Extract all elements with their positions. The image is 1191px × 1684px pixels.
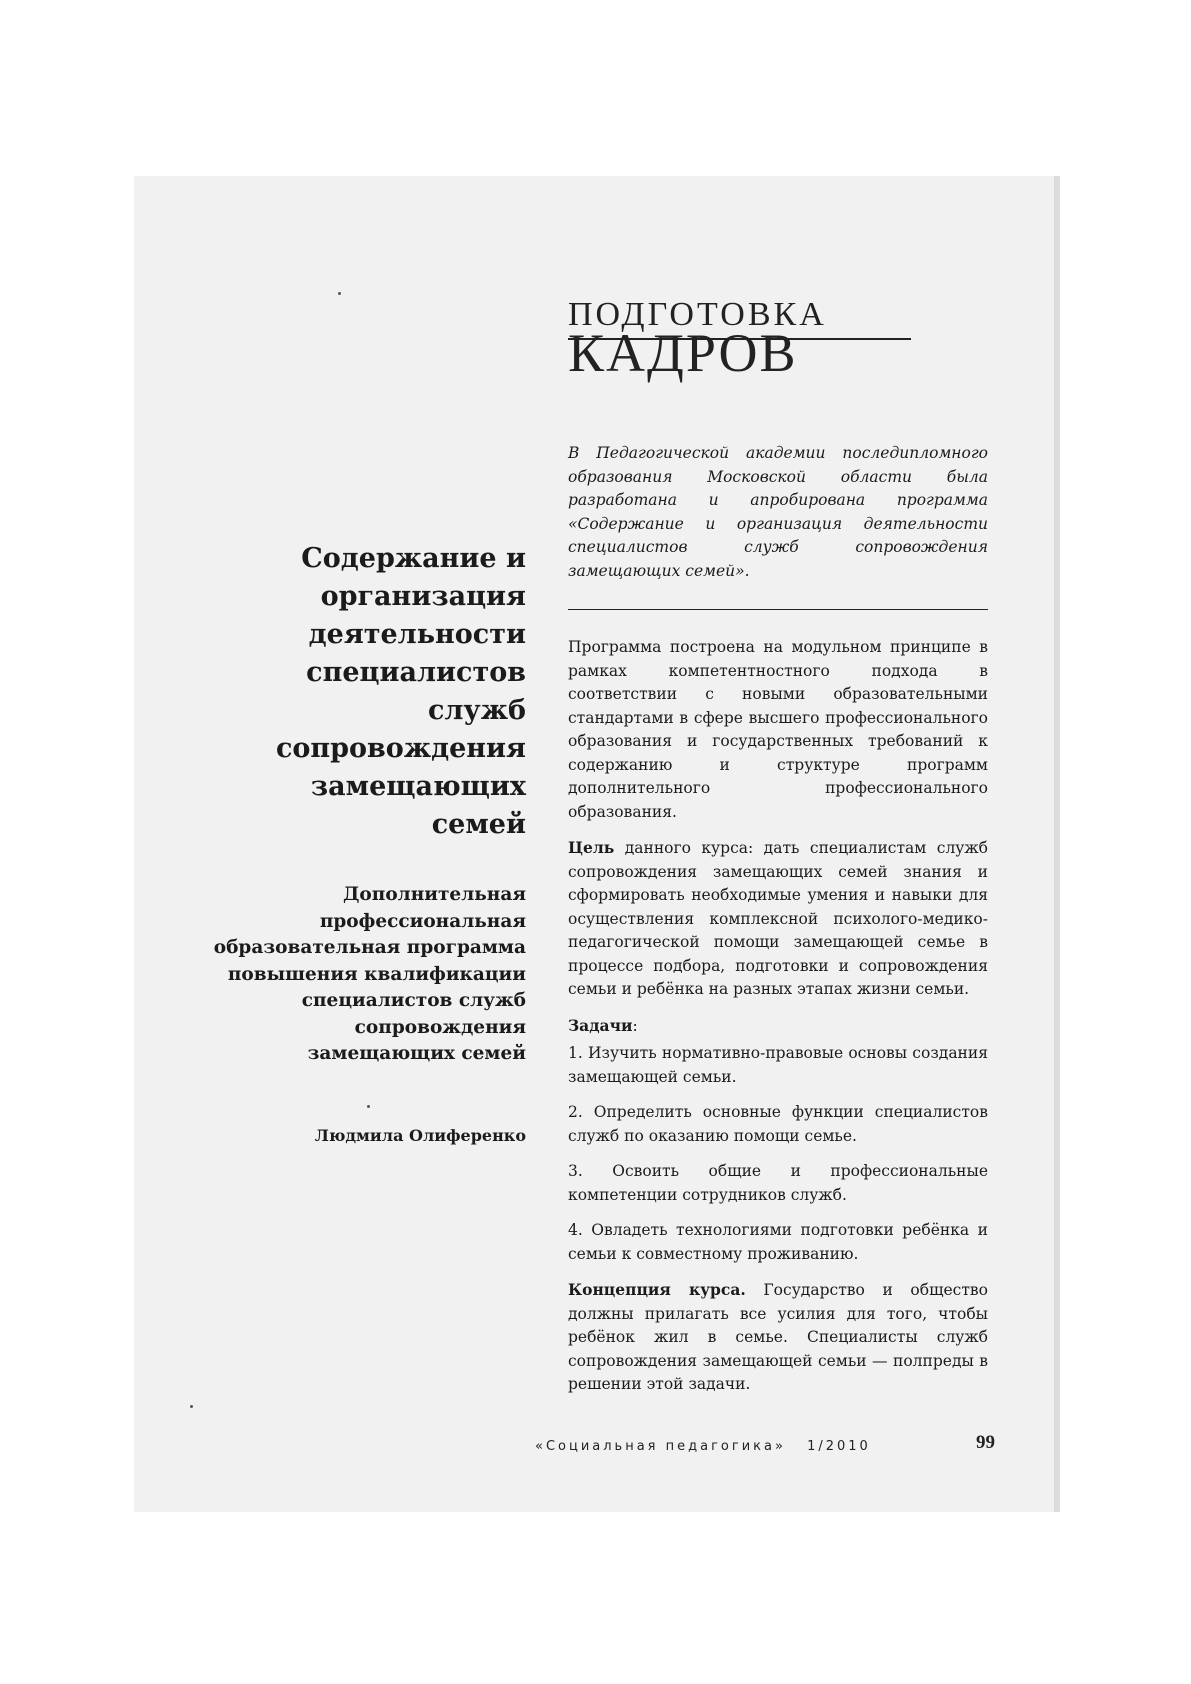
page-footer [535, 1439, 995, 1454]
section-heading [568, 296, 968, 383]
page-number: 99 [976, 1432, 995, 1453]
task-item: 2. Определить основные функции специалистов служб по оказанию помощи семье. [568, 1103, 988, 1145]
paragraph-goal [568, 836, 988, 1002]
lead-divider [568, 609, 988, 610]
tasks-heading [568, 1014, 988, 1039]
journal-name: «Социальная педагогика» [535, 1439, 786, 1454]
goal-label: Цель [568, 838, 615, 857]
section-heading-rule [568, 338, 911, 340]
scan-speck [367, 1105, 370, 1108]
article-title: Содержание и организация деятельности специалистов служб сопровождения замещающих семей [275, 543, 526, 840]
concept-text: Государство и общество должны прилагать все усилия для того, чтобы ребёнок жил в семье. Специалисты служб сопровождения замещающей семьи — полпреды в решении этой задачи. [568, 1281, 988, 1393]
paragraph-program: Программа построена на модульном принципе в рамках компетентностного подхода в соответствии с новыми образовательными стандартами в сфере высшего профессионального образования и государственных требований к содержанию и структуре программ дополнительного профессионального образования. [568, 638, 988, 821]
scan-speck [338, 292, 341, 295]
section-heading-line2: КАДРОВ [568, 323, 798, 383]
tasks-label: Задачи [568, 1015, 633, 1035]
article-subtitle: Дополнительная профессиональная образовательная программа повышения квалификации специалистов служб сопровождения замещающих семей [213, 884, 526, 1064]
scan-speck [190, 1405, 193, 1408]
task-item: 3. Освоить общие и профессиональные компетенции сотрудников служб. [568, 1162, 988, 1204]
concept-label: Концепция курса. [568, 1280, 746, 1299]
article-body [568, 442, 988, 1409]
task-item: 4. Овладеть технологиями подготовки ребёнка и семьи к совместному проживанию. [568, 1221, 988, 1263]
tasks-colon: : [632, 1016, 638, 1035]
goal-text: данного курса: дать специалистам служб сопровождения замещающих семей знания и сформировать необходимые умения и навыки для осуществления комплексной психолого-медико-педагогической помощи замещающей семье в процессе подбора, подготовки и сопровождения семьи и ребёнка на разных этапах жизни семьи. [568, 839, 988, 998]
paragraph-concept [568, 1278, 988, 1397]
task-item: 1. Изучить нормативно-правовые основы создания замещающей семьи. [568, 1044, 988, 1086]
section-heading-line1: ПОДГОТОВКА [568, 296, 827, 333]
issue-number: 1/2010 [807, 1439, 871, 1454]
article-author: Людмила Олиференко [314, 1125, 526, 1145]
article-lead: В Педагогической академии последипломного образования Московской области была разработана и апробирована программа «Содержание и организация деятельности специалистов служб сопровождения замещающих семей». [568, 444, 988, 580]
article-header [210, 540, 526, 1146]
